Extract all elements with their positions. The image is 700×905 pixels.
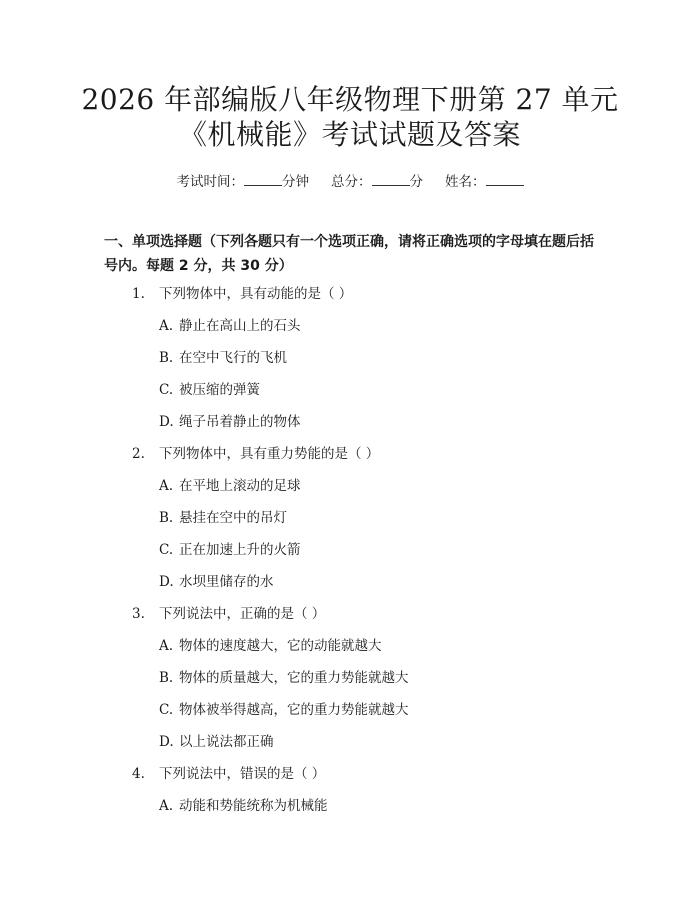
option-letter: B.	[159, 350, 174, 366]
exam-time-label: 考试时间：	[176, 174, 244, 190]
name-field	[445, 170, 524, 190]
option-letter: A.	[159, 638, 174, 654]
option-letter: A.	[159, 478, 174, 494]
option-letter: B.	[159, 510, 174, 526]
option-text: 以上说法都正确	[179, 734, 274, 750]
answer-option[interactable]	[159, 378, 260, 398]
option-letter: B.	[159, 670, 174, 686]
option-text: 被压缩的弹簧	[179, 382, 260, 398]
answer-option[interactable]	[159, 346, 287, 366]
question-text: 下列说法中，错误的是（ ）	[159, 766, 326, 782]
option-text: 在平地上滚动的足球	[179, 478, 301, 494]
question-number: 2.	[132, 446, 145, 462]
option-letter: D.	[159, 414, 174, 430]
total-score-field	[331, 170, 423, 190]
answer-option[interactable]	[159, 698, 409, 718]
option-text: 物体的速度越大，它的动能就越大	[179, 638, 382, 654]
question	[132, 282, 352, 302]
question-text: 下列物体中，具有重力势能的是（ ）	[159, 446, 380, 462]
name-label: 姓名：	[445, 174, 486, 190]
answer-option[interactable]	[159, 730, 274, 750]
option-letter: C.	[159, 542, 174, 558]
option-text: 在空中飞行的飞机	[179, 350, 287, 366]
answer-option[interactable]	[159, 666, 409, 686]
name-blank[interactable]	[486, 174, 524, 186]
option-text: 正在加速上升的火箭	[179, 542, 301, 558]
question	[132, 442, 379, 462]
document-title-line-1: 2026 年部编版八年级物理下册第 27 单元	[81, 83, 619, 116]
exam-time-unit: 分钟	[282, 174, 309, 190]
answer-option[interactable]	[159, 314, 301, 334]
option-letter: C.	[159, 382, 174, 398]
question	[132, 602, 325, 622]
exam-time-field	[177, 170, 310, 190]
option-letter: A.	[159, 798, 174, 814]
answer-option[interactable]	[159, 474, 301, 494]
exam-info-line	[0, 170, 700, 190]
option-text: 物体被举得越高，它的重力势能就越大	[179, 702, 409, 718]
exam-time-blank[interactable]	[244, 174, 282, 186]
question-text: 下列物体中，具有动能的是（ ）	[159, 286, 353, 302]
answer-option[interactable]	[159, 538, 301, 558]
question-number: 3.	[132, 606, 145, 622]
section-heading: 一、单项选择题（下列各题只有一个选项正确，请将正确选项的字母填在题后括号内。每题 2 分，共 30 分）	[104, 234, 594, 274]
option-letter: D.	[159, 734, 174, 750]
option-text: 悬挂在空中的吊灯	[179, 510, 287, 526]
question-number: 1.	[132, 286, 145, 302]
option-text: 物体的质量越大，它的重力势能就越大	[179, 670, 409, 686]
option-letter: A.	[159, 318, 174, 334]
option-text: 动能和势能统称为机械能	[179, 798, 328, 814]
option-letter: D.	[159, 574, 174, 590]
answer-option[interactable]	[159, 506, 287, 526]
total-score-label: 总分：	[331, 174, 372, 190]
option-text: 绳子吊着静止的物体	[179, 414, 301, 430]
question	[132, 762, 325, 782]
option-text: 静止在高山上的石头	[179, 318, 301, 334]
document-title-line-2: 《机械能》考试试题及答案	[178, 118, 521, 151]
answer-option[interactable]	[159, 410, 301, 430]
total-score-unit: 分	[409, 174, 423, 190]
question-number: 4.	[132, 766, 145, 782]
answer-option[interactable]	[159, 794, 328, 814]
total-score-blank[interactable]	[372, 174, 410, 186]
question-text: 下列说法中，正确的是（ ）	[159, 606, 326, 622]
option-letter: C.	[159, 702, 174, 718]
option-text: 水坝里储存的水	[179, 574, 274, 590]
answer-option[interactable]	[159, 634, 382, 654]
answer-option[interactable]	[159, 570, 274, 590]
